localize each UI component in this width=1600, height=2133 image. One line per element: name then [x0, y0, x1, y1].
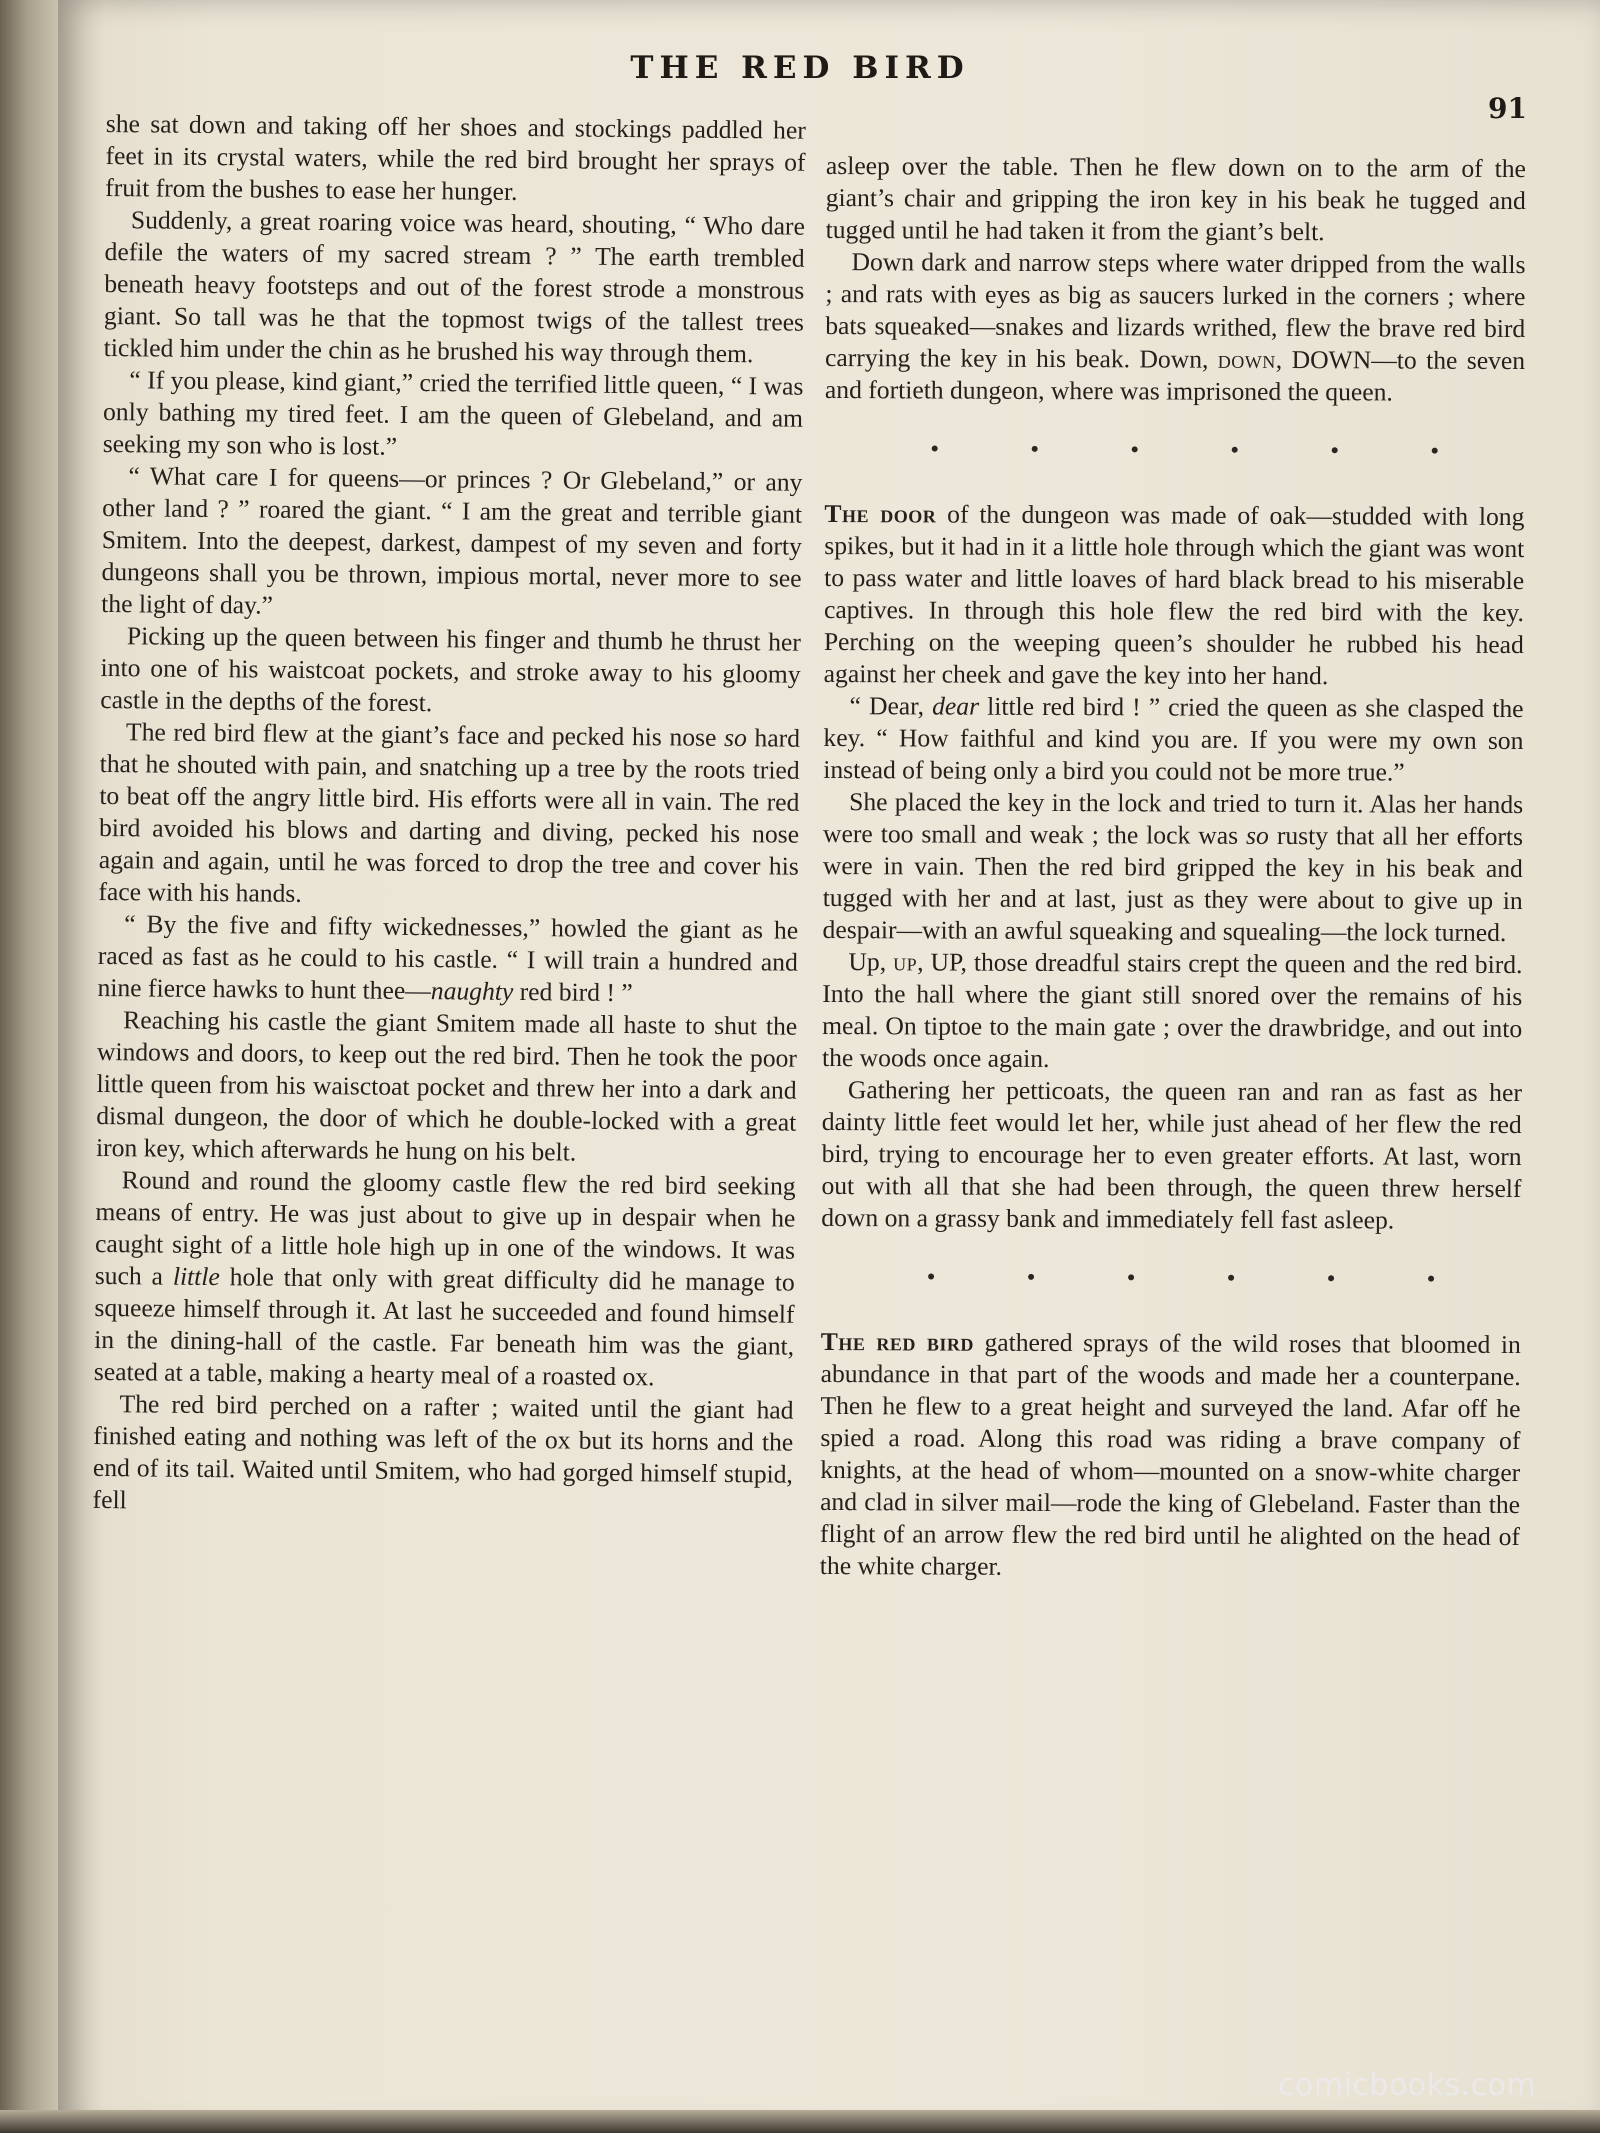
italic-run: dear	[932, 691, 980, 721]
text-run: , DOWN—to the seven and fortieth dungeon, where was imprisoned the queen.	[824, 344, 1526, 407]
paragraph	[823, 690, 1523, 789]
page-number: 91	[1488, 92, 1527, 125]
smallcaps-run: down	[1217, 344, 1276, 374]
text-run: of the dungeon was made of oak—studded with long spikes, but it had in it a little hole through which the giant was wont to pass water and little loaves of hard black bread to his miserable captives. In through this hole flew the red bird with the key. Perching on the weeping queen’s shoulder he rubbed his head against her cheek and gave the key into her hand.	[823, 499, 1525, 691]
separator-dot	[928, 1273, 934, 1279]
text-run: Up,	[848, 947, 894, 977]
paragraph: Picking up the queen between his finger and thumb he thrust her into one of his waistcoat pockets, and stroke away to his gloomy castle in the depths of the forest.	[100, 621, 802, 718]
watermark: comicbooks.com	[1278, 2068, 1537, 2103]
section-separator	[881, 1260, 1481, 1295]
running-header: THE RED BIRD	[630, 50, 970, 86]
section-separator	[885, 432, 1485, 467]
paragraph	[97, 908, 798, 1011]
page-bottom-edge	[0, 2110, 1600, 2133]
paragraph: “ What care I for queens—or princes ? Or Glebeland,” or any other land ? ” roared the giant. “ I am the great and terrible giant Smitem. Into the deepest, darkest, dampest of my seven and forty dungeons shall you be thrown, impious mortal, never more to see the light of day.”	[101, 461, 803, 620]
paragraph	[98, 716, 800, 915]
text-run: “ Dear,	[849, 691, 933, 721]
text-run: red bird ! ”	[513, 976, 633, 1008]
paragraph	[820, 1326, 1521, 1585]
paragraph: Reaching his castle the giant Smitem made all haste to shut the windows and doors, to keep out the red bird. Then he took the poor little queen from his waisctoat pocket and threw her into a dark and dismal dungeon, the door of which he double-locked with a great iron key, which afterwards he hung on his belt.	[95, 1005, 798, 1167]
separator-dot	[1428, 1276, 1434, 1282]
section-lead: The red bird	[820, 1326, 975, 1357]
paragraph: Suddenly, a great roaring voice was heard, shouting, “ Who dare defile the waters of my sacred stream ? ” The earth trembled beneath heavy footsteps and out of the forest strode a monstrous giant. So tall was he that the topmost twigs of the tallest trees tickled him under the chin as he brushed his way through them.	[103, 205, 806, 369]
separator-dot	[1228, 1275, 1234, 1281]
separator-dot	[1232, 447, 1238, 453]
section-lead: The door	[824, 498, 937, 529]
separator-dot	[1032, 446, 1038, 452]
paragraph	[822, 946, 1523, 1077]
paragraph	[825, 246, 1526, 409]
paragraph: The red bird perched on a rafter ; waited until the giant had finished eating and nothing was left of the ox but its horns and the end of its tail. Waited until Smitem, who had gorged himself stupid, fell	[92, 1389, 794, 1515]
text-run: rusty that all her efforts were in vain. Then the red bird gripped the key in his beak and tugged with her and at last, just as they were about to give up in despair—with an awful squeaking and squealing—the lock turned.	[822, 820, 1524, 947]
text-run: hard that he shouted with pain, and snatching up a tree by the roots tried to beat off the angry little bird. His efforts were all in vain. The red bird avoided his blows and darting and diving, pecked his nose again and again, until he was forced to drop the tree and cover his face with his hands.	[98, 723, 801, 908]
right-column	[820, 150, 1526, 1585]
text-run: She placed the key in the lock and tried to turn it. Alas her hands were too small and weak ; the lock was	[822, 787, 1524, 850]
text-run: hole that only with great difficulty did he manage to squeeze himself through it. At last he succeeded and found himself in the dining-hall of the castle. Far beneath him was the giant, seated at a table, making a hearty meal of a roasted ox.	[93, 1262, 795, 1392]
italic-run: so	[723, 722, 747, 753]
book-gutter	[0, 0, 58, 2133]
paragraph: Gathering her petticoats, the queen ran and ran as fast as her dainty little feet would let her, while just ahead of her flew the red bird, trying to encourage her to even greater efforts. At last, worn out with all that she had been through, the queen threw herself down on a grassy bank and immediately fell fast asleep.	[821, 1075, 1522, 1235]
left-column	[92, 108, 805, 1523]
text-run: , UP, those dreadful stairs crept the queen and the red bird. Into the hall where the giant still snored over the remains of his meal. On tiptoe to the main gate ; over the drawbridge, and out into the woods once again.	[821, 947, 1523, 1073]
paragraph: “ If you please, kind giant,” cried the terrified little queen, “ I was only bathing my tired feet. I am the queen of Glebeland, and am seeking my son who is lost.”	[102, 365, 804, 461]
text-run: The red bird flew at the giant’s face and pecked his nose	[125, 717, 725, 752]
separator-dot	[1028, 1274, 1034, 1280]
text-run: Round and round the gloomy castle flew the red bird seeking means of entry. He was just about to give up in despair when he caught sight of a little hole high up in one of the windows. It was such a	[94, 1165, 796, 1291]
text-run: Down dark and narrow steps where water dripped from the walls ; and rats with eyes as big as saucers lurked in the corners ; where bats squeaked—snakes and lizards writhed, flew the brave red bird carrying the key in his beak. Down,	[825, 247, 1526, 374]
text-run: gathered sprays of the wild roses that bloomed in abundance in that part of the woods and made her a counterpane. Then he flew to a great height and surveyed the land. Afar off he spied a road. Along this road was riding a brave company of knights, at the head of whom—mounted on a snow-white charger and clad in silver mail—rode the king of Glebeland. Faster than the flight of an arrow flew the red bird until he alighted on the head of the white charger.	[819, 1327, 1521, 1581]
separator-dot	[932, 445, 938, 451]
italic-run: naughty	[430, 976, 514, 1006]
italic-run: little	[172, 1261, 220, 1292]
separator-dot	[1132, 446, 1138, 452]
text-run: “ By the five and fifty wickednesses,” howled the giant as he raced as fast as he could to his castle. “ I will train a hundred and nine fierce hawks to hunt thee—	[97, 909, 799, 1006]
separator-dot	[1332, 447, 1338, 453]
paragraph: asleep over the table. Then he flew down on to the arm of the giant’s chair and gripping the iron key in his beak he tugged and tugged until he had taken it from the giant’s belt.	[825, 150, 1526, 247]
separator-dot	[1128, 1274, 1134, 1280]
paragraph	[824, 498, 1525, 693]
paragraph	[94, 1164, 796, 1395]
separator-dot	[1432, 448, 1438, 454]
paragraph	[823, 786, 1524, 949]
italic-run: so	[1246, 820, 1269, 850]
paragraph: she sat down and taking off her shoes and stockings paddled her feet in its crystal waters, while the red bird brought her sprays of fruit from the bushes to ease her hunger.	[105, 108, 806, 206]
separator-dot	[1328, 1275, 1334, 1281]
text-run: little red bird ! ” cried the queen as she clasped the key. “ How faithful and kind you are. If you were my own son instead of being only a bird you could not be more true.”	[823, 691, 1524, 787]
smallcaps-run: up	[893, 947, 918, 977]
